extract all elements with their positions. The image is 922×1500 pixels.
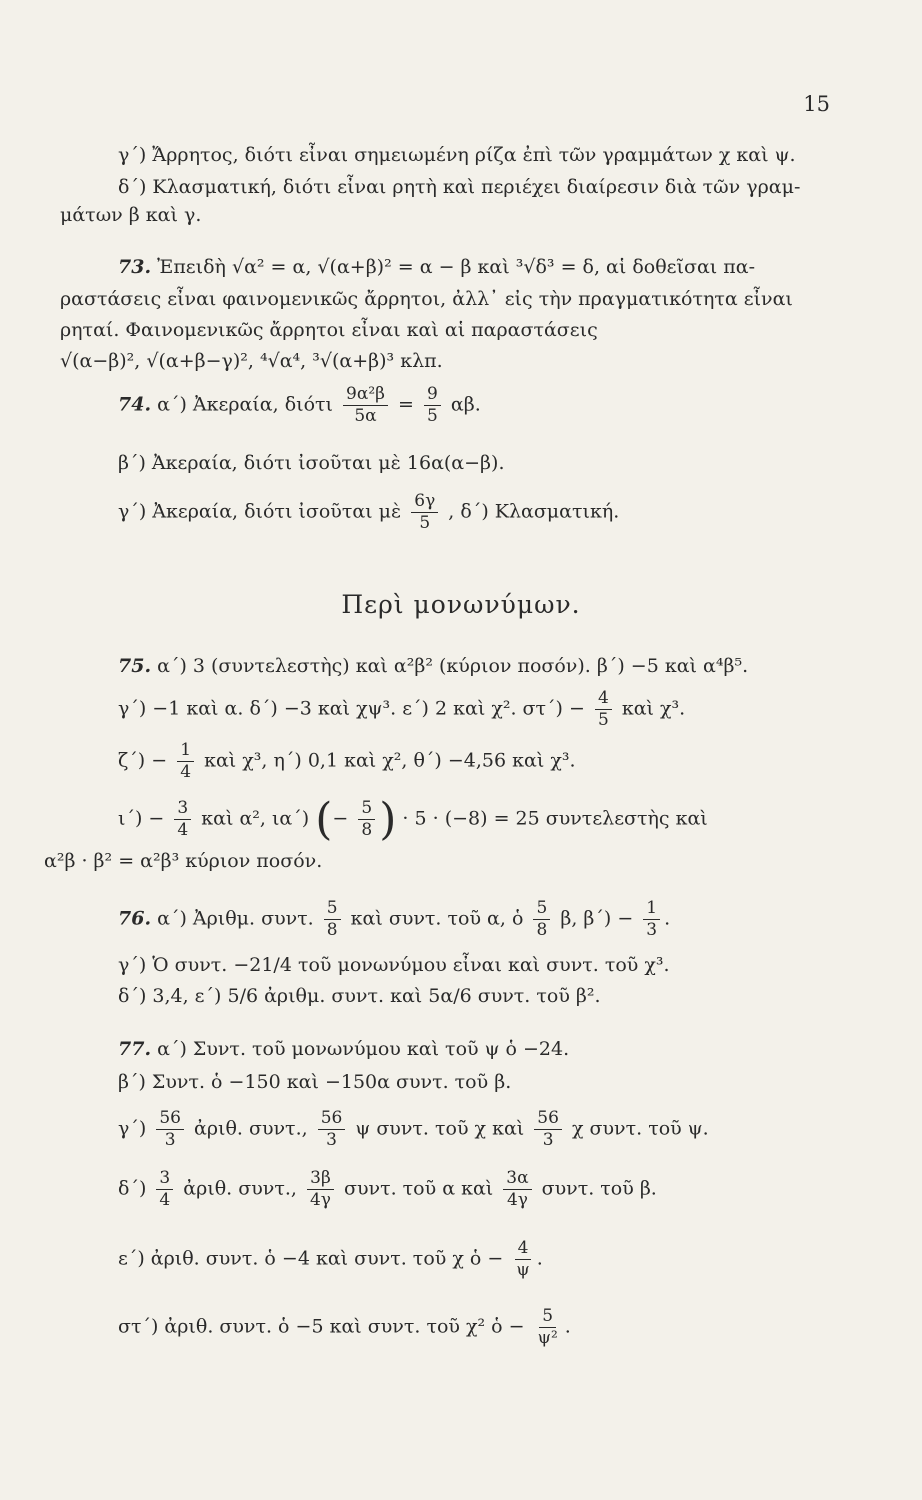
exercise-74-line: β΄) Ἀκεραία, διότι ἰσοῦται μὲ 16α(α−β). [118,452,505,474]
exercise-73-line: ρηταί. Φαινομενικῶς ἄρρητοι εἶναι καὶ αἱ παραστάσεις [60,319,598,341]
fraction: $\frac{\text{9α²β}}{5\alpha}$ [343,386,388,425]
answer-line: μάτων β καὶ γ. [60,204,202,226]
exercise-77-line: δ΄) $\frac{3}{4}$ ἀριθ. συντ., $\frac{3\beta}{4\gamma}$ συντ. τοῦ α καὶ $\frac{3\alpha}{4\gamma}$ συντ. τοῦ β. [118,1168,657,1210]
exercise-number: 77. [118,1038,152,1060]
fraction: $\frac{3\beta}{4\gamma}$ [307,1170,334,1209]
fraction: $\frac{5}{8}$ [324,900,341,939]
fraction: $\frac{1}{3}$ [643,900,660,939]
fraction: $\frac{9}{5}$ [424,386,441,425]
answer-line: δ΄) Κλασματική, διότι εἶναι ρητὴ καὶ περιέχει διαίρεσιν διὰ τῶν γραμ- [118,176,801,198]
exercise-text: α΄) Ἀκεραία, διότι [157,393,333,416]
exercise-75-line: γ΄) −1 καὶ α. δ΄) −3 καὶ χψ³. ε΄) 2 καὶ χ². στ΄) − $\frac{4}{5}$ καὶ χ³. [118,688,686,730]
fraction: $\frac{3}{4}$ [156,1170,173,1209]
exercise-number: 73. [118,256,152,278]
exercise-number: 76. [118,907,152,930]
exercise-73-line: √(α−β)², √(α+β−γ)², ⁴√α⁴, ³√(α+β)³ κλπ. [60,350,443,372]
exercise-75-line: 75. α΄) 3 (συντελεστὴς) καὶ α²β² (κύριον ποσόν). β΄) −5 καὶ α⁴β⁵. [118,655,749,677]
exercise-75-line: ζ΄) − $\frac{1}{4}$ καὶ χ³, η΄) 0,1 καὶ χ², θ΄) −4,56 καὶ χ³. [118,740,576,782]
fraction: $\frac{4}{\psi}$ [516,1238,530,1280]
exercise-73-line [118,258,755,277]
exercise-76-line: 76. α΄) Ἀριθμ. συντ. $\frac{5}{8}$ καὶ συντ. τοῦ α, ὁ $\frac{5}{8}$ β, β΄) − $\frac{1}{3}$ . [118,898,671,940]
exercise-77-line: β΄) Συντ. ὁ −150 καὶ −150α συντ. τοῦ β. [118,1071,512,1093]
exercise-number: 75. [118,655,152,677]
fraction: $\frac{3}{4}$ [174,800,191,839]
exercise-77-line: 77. α΄) Συντ. τοῦ μονωνύμου καὶ τοῦ ψ ὁ −24. [118,1038,570,1060]
exercise-73-line: ραστάσεις εἶναι φαινομενικῶς ἄρρητοι, ἀλλ᾽ εἰς τὴν πραγματικότητα εἶναι [60,288,793,310]
exercise-76-line: δ΄) 3,4, ε΄) 5/6 ἀριθμ. συντ. καὶ 5α/6 συντ. τοῦ β². [118,985,601,1007]
fraction: $\frac{5}{8}$ [358,800,375,839]
exercise-77-line: ε΄) ἀριθ. συντ. ὁ −4 καὶ συντ. τοῦ χ ὁ − $\frac{4}{\psi}$ . [118,1238,543,1280]
exercise-74-line: 74. α΄) Ἀκεραία, διότι $\frac{\text{9α²β}}{5\alpha}$ = $\frac{9}{5}$ αβ. [118,384,481,426]
exercise-77-line: γ΄) $\frac{56}{3}$ ἀριθ. συντ., $\frac{56}{3}$ ψ συντ. τοῦ χ καὶ $\frac{56}{3}$ χ συντ. τοῦ ψ. [118,1108,709,1150]
fraction: $\frac{56}{3}$ [156,1110,184,1149]
fraction: $\frac{1}{4}$ [177,742,194,781]
fraction: $\frac{4}{5}$ [595,690,612,729]
fraction: $\frac{3\alpha}{4\gamma}$ [503,1170,531,1209]
exercise-text: Ἐπειδὴ √α² = α, √(α+β)² = α − β καὶ ³√δ³ = δ, αἱ δοθεῖσαι πα- [157,256,756,278]
fraction: $\frac{56}{3}$ [318,1110,346,1149]
exercise-74-line: γ΄) Ἀκεραία, διότι ἰσοῦται μὲ $\frac{6\gamma}{5}$ , δ΄) Κλασματική. [118,491,620,533]
fraction: $\frac{5}{8}$ [533,900,550,939]
fraction: $\frac{56}{3}$ [534,1110,562,1149]
page-number: 15 [803,92,830,116]
exercise-75-line: ι΄) − $\frac{3}{4}$ καὶ α², ια΄) (− $\frac{5}{8}$ ) · 5 · (−8) = 25 συντελεστὴς καὶ [118,793,708,845]
fraction: $\frac{6\gamma}{5}$ [411,493,438,532]
section-heading: Περὶ μονωνύμων. [341,590,581,619]
answer-line: γ΄) Ἄρρητος, διότι εἶναι σημειωμένη ρίζα ἐπὶ τῶν γραμμάτων χ καὶ ψ. [118,144,796,166]
fraction: $\frac{5}{\text{ψ²}}$ [537,1306,558,1348]
exercise-75-line: α²β · β² = α²β³ κύριον ποσόν. [44,850,323,872]
exercise-number: 74. [118,393,152,416]
exercise-76-line: γ΄) Ὁ συντ. −21/4 τοῦ μονωνύμου εἶναι καὶ συντ. τοῦ χ³. [118,954,670,976]
exercise-77-line: στ΄) ἀριθ. συντ. ὁ −5 καὶ συντ. τοῦ χ² ὁ − $\frac{5}{\text{ψ²}}$ . [118,1306,571,1348]
